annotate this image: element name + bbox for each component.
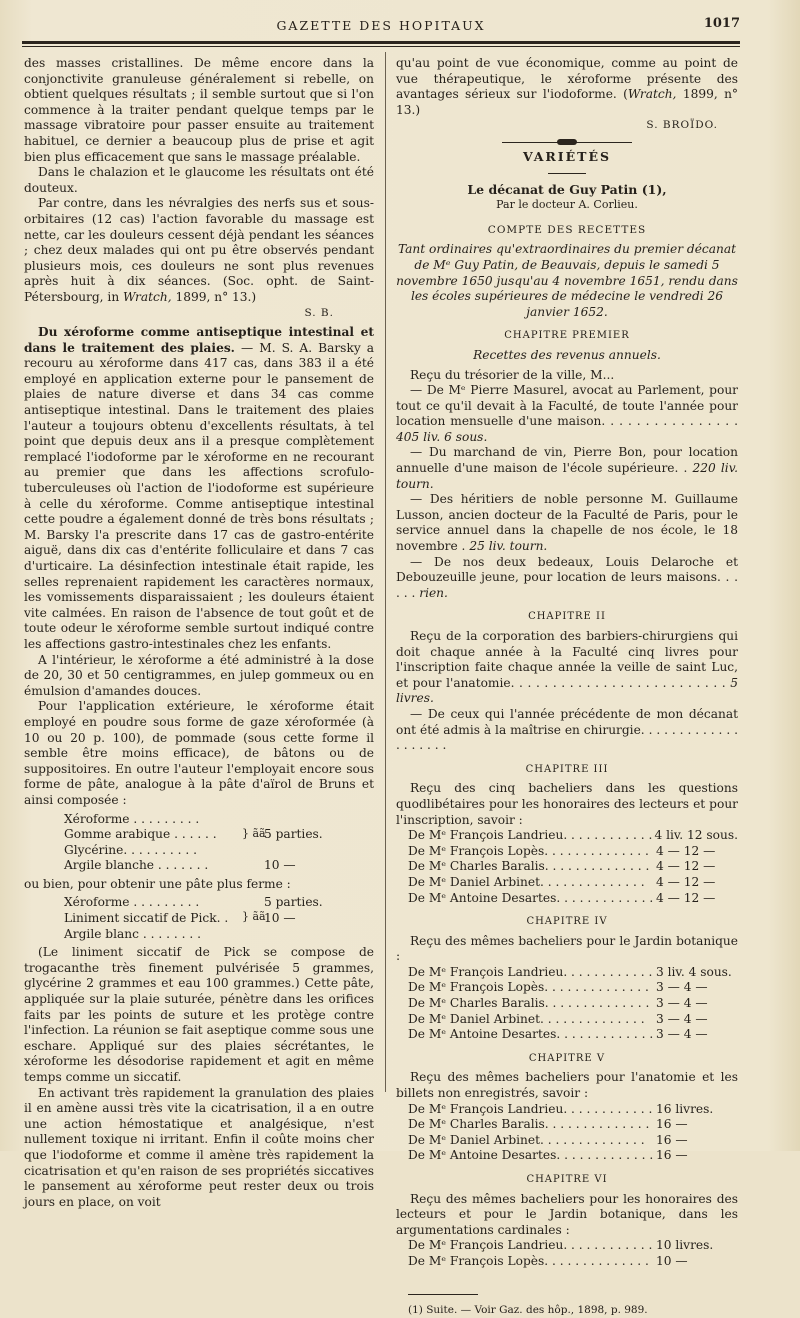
chapter-heading: CHAPITRE VI xyxy=(526,1174,608,1185)
ledger-entry: — De nos deux bedeaux, Louis Delaroche et Debouzeuille jeune, pour location de leurs maisons. . . . . . rien. xyxy=(396,554,738,600)
ledger-entry: — De ceux qui l'année précédente de mon décanat ont été admis à la maîtrise en chirurgie. . . . . . . . . . . . . . . . . . . . xyxy=(396,706,738,753)
article-heading: Du xéroforme comme antiseptique intestinal et dans le traitement des plaies. xyxy=(24,325,374,355)
page-number: 1017 xyxy=(703,16,740,31)
table-row: De Mᵉ Charles Baralis. . . . . . . . . . . . . . 16 — xyxy=(408,1117,688,1132)
recipe-row: Xéroforme . . . . . . . . . 5 parties. xyxy=(64,895,323,910)
paragraph: Reçu des mêmes bacheliers pour le Jardin botanique : xyxy=(396,933,738,964)
signature: S. BROÏDO. xyxy=(646,119,718,132)
ledger-entry: Reçu de la corporation des barbiers-chirurgiens qui doit chaque année à la Faculté cinq livres pour l'inscription faite chaque année la veille de saint Luc, et pour l'anatomie. . . . . . . . . . . . . . . . . . . . . . . . . . 5 livres. xyxy=(396,629,739,706)
article-title: Le décanat de Guy Patin (1), xyxy=(467,181,667,197)
subheading: COMPTE DES RECETTES xyxy=(487,223,647,236)
table-row: De Mᵉ Antoine Desartes. . . . . . . . . . . . . 3 — 4 — xyxy=(408,1027,708,1042)
recipe-table xyxy=(64,812,354,874)
ledger-entry: — Du marchand de vin, Pierre Bon, pour location annuelle d'une maison de l'école supérieure. . 220 liv. tourn. xyxy=(396,445,738,491)
table-row: De Mᵉ François Lopès. . . . . . . . . . . . . . 10 — xyxy=(408,1253,688,1268)
chapter-heading: CHAPITRE II xyxy=(528,611,606,623)
running-header xyxy=(22,12,740,34)
paragraph: ou bien, pour obtenir une pâte plus ferme : xyxy=(24,876,291,891)
paragraph: Reçu du trésorier de la ville, M... xyxy=(410,367,615,382)
ledger-table xyxy=(408,1238,738,1269)
chapter-subtitle: Recettes des revenus annuels. xyxy=(473,347,661,362)
source-citation: Wratch, xyxy=(627,87,677,102)
chapter-heading: CHAPITRE V xyxy=(528,1052,606,1064)
byline: Par le docteur A. Corlieu. xyxy=(496,198,638,212)
recipe-row: Glycérine. . . . . . . . . . xyxy=(64,842,197,857)
table-row: De Mᵉ Charles Baralis. . . . . . . . . . . . . . 4 — 12 — xyxy=(408,859,716,874)
ledger-table xyxy=(408,965,738,1043)
table-row: De Mᵉ François Lopès. . . . . . . . . . . . . . 3 — 4 — xyxy=(408,980,708,995)
table-row: De Mᵉ Daniel Arbinet. . . . . . . . . . . . . . 3 — 4 — xyxy=(408,1011,708,1026)
paragraph: des masses cristallines. De même encore dans la conjonctivite granuleuse généralement si rebelle, on obtient quelques résultats ; il semble surtout que si l'on commence à la traiter pendant quelque temps par le massage vibratoire pour passer ensuite au traitement habituel, ce dernier a beaucoup plus de prise et agit bien plus efficacement que sans le massage préalable. xyxy=(24,56,374,164)
table-row: De Mᵉ Daniel Arbinet. . . . . . . . . . . . . . 16 — xyxy=(408,1132,688,1147)
table-row: De Mᵉ Daniel Arbinet. . . . . . . . . . . . . . 4 — 12 — xyxy=(408,874,716,889)
recipe-row: Argile blanche . . . . . . . 10 — xyxy=(64,858,296,873)
ledger-table xyxy=(408,828,738,906)
paragraph: Reçu des cinq bacheliers dans les questions quodlibétaires pour les honoraires des lecteurs et pour l'inscription, savoir : xyxy=(396,781,738,827)
paragraph: Par contre, dans les névralgies des nerfs sus et sous-orbitaires (12 cas) l'action favorable du massage est nette, car les douleurs cessent déjà pendant les séances ; chez deux malades qui ont pu être observés pendant plusieurs mois, ces douleurs ne sont plus revenues après huit à dix séances. (Soc. opht. de Saint-Pétersbourg, in Wratch, 1899, n° 13.) xyxy=(24,196,374,304)
paragraph: Reçu des mêmes bacheliers pour l'anatomie et les billets non enregistrés, savoir : xyxy=(396,1070,738,1101)
section-title: VARIÉTÉS xyxy=(522,148,612,164)
paragraph: Du xéroforme comme antiseptique intestinal et dans le traitement des plaies. — M. S. A. Barsky a recouru au xéroforme dans 417 cas, dans 383 il a été employé en application externe pour le pansement de plaies de nature diverse et dans 34 cas comme antiseptique intestinal. Dans le traitement des plaies l'auteur a toujours obtenu d'excellents résultats, à tel point que depuis deux ans il a presque complètement remplacé l'iodoforme par le xéroforme en ne recourant au premier que dans les affections scrofulo-tuberculeuses où l'action de l'iodoforme est supérieure à celle du xéroforme. Comme antiseptique intestinal cette poudre a également donné de très bons résultats ; M. Barsky l'a prescrite dans 17 cas de gastro-entérite aiguë, dans dix cas d'entérite folliculaire et dans 7 cas d'urticaire. La désinfection intestinale était rapide, les selles reprenaient rapidement les caractères normaux, les vomissements disparaissaient ; les douleurs étaient vite calmées. En raison de l'absence de tout goût et de toute odeur le xéroforme semble surtout indiqué contre les affections gastro-intestinales chez les enfants. xyxy=(24,325,375,651)
table-row: De Mᵉ François Landrieu. . . . . . . . . . . . 4 liv. 12 sous. xyxy=(408,828,738,843)
table-row: De Mᵉ François Landrieu. . . . . . . . . . . . 16 livres. xyxy=(408,1101,714,1116)
paragraph: (Le liniment siccatif de Pick se compose de trogacanthe très finement pulvérisée 5 grammes, glycérine 2 grammes et eau 100 grammes.) Cette pâte, appliquée sur la plaie suturée, pénètre dans les orifices faits par les points de suture et les protège contre l'infection. La réunion se fait aseptique comme sous une eschare. Appliqué sur des plaies sécrétantes, le xéroforme les désodorise rapidement et agit en même temps comme un siccatif. xyxy=(24,945,374,1084)
brace-mark: } ãã xyxy=(242,910,266,924)
section-rule xyxy=(548,173,586,174)
recipe-row: Argile blanc . . . . . . . . xyxy=(64,926,201,941)
source-citation: Wratch, xyxy=(123,289,172,304)
table-row: De Mᵉ Charles Baralis. . . . . . . . . . . . . . 3 — 4 — xyxy=(408,996,708,1011)
paragraph: En activant très rapidement la granulation des plaies il en amène aussi très vite la cicatrisation, il a en outre une action hémostatique et analgésique, n'est nullement toxique ni irritant. Enfin il coûte moins cher que l'iodoforme et comme il amène très rapidement la cicatrisation et qu'en raison de ses propriétés siccatives le pansement au xéroforme peut rester deux ou trois jours en place, on voit xyxy=(24,1085,374,1209)
chapter-heading: CHAPITRE III xyxy=(525,763,609,775)
paragraph: A l'intérieur, le xéroforme a été administré à la dose de 20, 30 et 50 centigrammes, en julep gommeux ou en émulsion d'amandes douces. xyxy=(24,652,374,698)
table-row: De Mᵉ François Landrieu. . . . . . . . . . . . 10 livres. xyxy=(408,1238,714,1253)
recipe-table xyxy=(64,895,354,942)
ledger-entry: — Des héritiers de noble personne M. Guillaume Lusson, ancien docteur de la Faculté de Paris, pour le service annuel dans la chapelle de nos école, le 18 novembre . 25 liv. tourn. xyxy=(396,492,738,554)
brace-mark: } ãã xyxy=(242,826,266,840)
table-row: De Mᵉ Antoine Desartes. . . . . . . . . . . . . 16 — xyxy=(408,1148,688,1163)
table-row: De Mᵉ Antoine Desartes. . . . . . . . . . . . . 4 — 12 — xyxy=(408,890,716,905)
paragraph: Dans le chalazion et le glaucome les résultats ont été douteux. xyxy=(24,165,374,195)
right-column xyxy=(396,56,738,1318)
subtitle: Tant ordinaires qu'extraordinaires du premier décanat de Mᵉ Guy Patin, de Beauvais, depuis le samedi 5 novembre 1650 jusqu'au 4 novembre 1651, rendu dans les écoles supérieures de médecine le vendredi 26 janvier 1652. xyxy=(396,242,738,319)
recipe-row: Liniment siccatif de Pick. . 10 — xyxy=(64,911,296,926)
recipe-row: Xéroforme . . . . . . . . . xyxy=(64,811,200,826)
footnote-rule xyxy=(408,1294,478,1295)
ledger-table xyxy=(408,1102,738,1164)
ledger-entry: — De Mᵉ Pierre Masurel, avocat au Parlement, pour tout ce qu'il devait à la Faculté, de toute l'année pour location mensuelle d'une maison. . . . . . . . . . . . . . . . 405 liv. 6 sous. xyxy=(396,383,738,444)
paragraph: Pour l'application extérieure, le xéroforme était employé en poudre sous forme de gaze xéroformée (à 10 ou 20 p. 100), de pommade (sous cette forme il semble être moins efficace), de bâtons ou de suppositoires. En outre l'auteur l'employait encore sous forme de pâte, analogue à la pâte d'aïrol de Bruns et ainsi composée : xyxy=(24,699,374,807)
header-rule-thick xyxy=(22,41,740,44)
journal-title: GAZETTE DES HOPITAUX xyxy=(276,18,486,33)
paragraph: Reçu des mêmes bacheliers pour les honoraires des lecteurs et pour le Jardin botanique, dans les argumentations cardinales : xyxy=(396,1191,738,1237)
signature: S. B. xyxy=(304,306,334,319)
column-divider xyxy=(385,52,386,1092)
table-row: De Mᵉ François Landrieu. . . . . . . . . . . . 3 liv. 4 sous. xyxy=(408,964,732,979)
footnote: (1) Suite. — Voir Gaz. des hôp., 1898, p. 989. xyxy=(408,1303,648,1316)
recipe-row: Gomme arabique . . . . . . 5 parties. xyxy=(64,827,323,842)
table-row: De Mᵉ François Lopès. . . . . . . . . . . . . . 4 — 12 — xyxy=(408,843,716,858)
header-rule-thin xyxy=(22,46,740,47)
ornamental-rule xyxy=(502,142,632,143)
paragraph: qu'au point de vue économique, comme au point de vue thérapeutique, le xéroforme présente des avantages sérieux sur l'iodoforme. (Wratch, 1899, n° 13.) xyxy=(396,56,739,117)
chapter-heading: CHAPITRE PREMIER xyxy=(504,330,630,342)
left-column xyxy=(24,56,374,1210)
chapter-heading: CHAPITRE IV xyxy=(526,916,608,928)
